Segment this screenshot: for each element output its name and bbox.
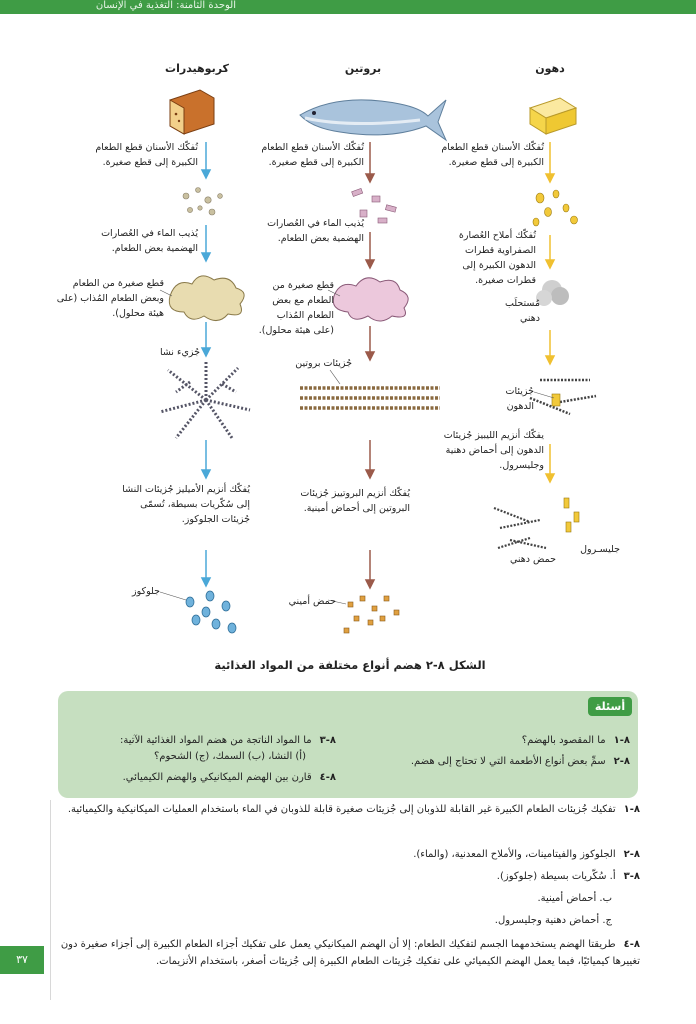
answer-3b: ب. أحماض أمينية.: [537, 893, 612, 904]
questions-title: أسئلة: [588, 697, 632, 716]
question-3: ٨-٣ما المواد الناتجة من هضم المواد الغذائية الآتية:: [120, 735, 336, 746]
question-4: ٨-٤قارن بين الهضم الميكانيكي والهضم الكيميائي.: [122, 772, 336, 783]
question-2: ٨-٢سمِّ بعض أنواع الأطعمة التي لا تحتاج إلى هضم.: [410, 756, 630, 767]
fish-icon: [300, 100, 446, 140]
protein-step3: قطع صغيرة من الطعام مع بعض الطعام المُذاب (على هيئة محلول).: [258, 280, 334, 336]
amino-acids: [344, 596, 399, 633]
fats-step3: يفكّك أنزيم الليبيز جُزيئات الدهون إلى أحماض دهنية وجليسرول.: [443, 430, 544, 471]
carbs-step1: تُفكّك الأسنان قطع الطعام الكبيرة إلى قطع صغيرة.: [95, 142, 198, 168]
protein-molecules: [300, 388, 440, 408]
fat-emulsion: [536, 280, 569, 306]
answer-4: ٨-٤طريقتا الهضم يستخدمهما الجسم لتفكيك الطعام: إلا أن الهضم الميكانيكي يعمل على تفكيك أجزاء الطعام الكبيرة إلى أجزاء صغيرة دون تغييرها كيميائيًا، فيما يعمل الهضم الكيميائي على تفكيك جُزيئات الطعام الكبيرة إلى جُزيئات أصغر، باستخدام الأنزيمات.: [60, 939, 640, 967]
protein-step1: تُفكّك الأسنان قطع الطعام الكبيرة إلى قطع صغيرة.: [261, 142, 364, 168]
bread-icon: [170, 90, 214, 134]
glucose-molecules: [186, 591, 236, 633]
fatty-acid-label: حمض دهني: [509, 554, 556, 565]
glucose-leader: [160, 592, 186, 600]
fats-step1: تُفكّك الأسنان قطع الطعام الكبيرة إلى قطع صغيرة.: [441, 142, 544, 168]
carbs-step4: يُفكّك أنزيم الأميليز جُزيئات النشا إلى سُكّريات بسيطة، تُسمّى جُزيئات الجلوكوز.: [122, 484, 250, 525]
starch-molecule: [160, 362, 250, 438]
fat-droplets: [533, 190, 578, 226]
figure-caption: الشكل ٨-٢ هضم أنواع مختلفة من المواد الغذائية: [214, 658, 486, 672]
amino-acid-label: حمض أميني: [288, 596, 336, 607]
answer-2: ٨-٢الجلوكوز والفيتامينات، والأملاح المعدنية، (والماء).: [413, 849, 640, 860]
butter-icon: [530, 98, 576, 134]
carbs-step3: قطع صغيرة من الطعام وبعض الطعام المُذاب (على هيئة محلول).: [56, 278, 164, 319]
carbs-pieces: [183, 188, 222, 216]
fats-step2: تُفكّك أملاح العُصارة الصفراوية قطرات الدهون الكبيرة إلى قطرات صغيرة.: [458, 230, 536, 286]
protein-arrows: [366, 142, 374, 588]
glycerol: [564, 498, 579, 532]
glucose-label: جلوكوز: [132, 586, 160, 597]
heading-carbs: كربوهيدرات: [165, 62, 229, 75]
protein-step4: يُفكّك أنزيم البروتييز جُزيئات البروتين إلى أحماض أمينية.: [300, 488, 410, 514]
glycerol-label: جليسـرول: [580, 544, 620, 555]
carbs-blob: [169, 276, 244, 321]
page-number: ٣٧: [0, 946, 44, 974]
question-1: ٨-١ما المقصود بالهضم؟: [521, 735, 630, 746]
fatty-acids: [494, 508, 546, 548]
heading-fats: دهون: [535, 62, 565, 75]
protein-blob: [333, 278, 408, 321]
protein-molecules-label: جُزيئات بروتين: [295, 358, 352, 369]
answer-3c: ج. أحماض دهنية وجليسرول.: [494, 915, 612, 926]
carbs-starch-label: جُزيء نشا: [159, 347, 200, 358]
fats-emulsion-label: مُستحلَب دهني: [504, 298, 540, 324]
fat-molecules: [530, 380, 596, 414]
heading-protein: بروتين: [344, 62, 382, 75]
answer-3a: ٨-٣أ. سُكّريات بسيطة (جلوكوز).: [496, 871, 640, 882]
fats-molecules-label: جُزيئات الدهون: [505, 386, 534, 412]
question-3-options: (أ) النشا، (ب) السمك، (ج) الشحوم؟: [153, 751, 306, 762]
margin-line: [50, 800, 51, 1000]
carbs-step2: يُذيب الماء في العُصارات الهضمية بعض الطعام.: [101, 228, 198, 254]
unit-title: الوحدة الثامنة: التغذية في الإنسان: [95, 0, 236, 11]
answer-1: ٨-١تفكيك جُزيئات الطعام الكبيرة غير القابلة للذوبان إلى جُزيئات صغيرة قابلة للذوبان في الماء باستخدام العمليات الميكانيكية والكيميائية.: [67, 804, 640, 815]
protein-step2: يُذيب الماء في العُصارات الهضمية بعض الطعام.: [267, 218, 364, 244]
